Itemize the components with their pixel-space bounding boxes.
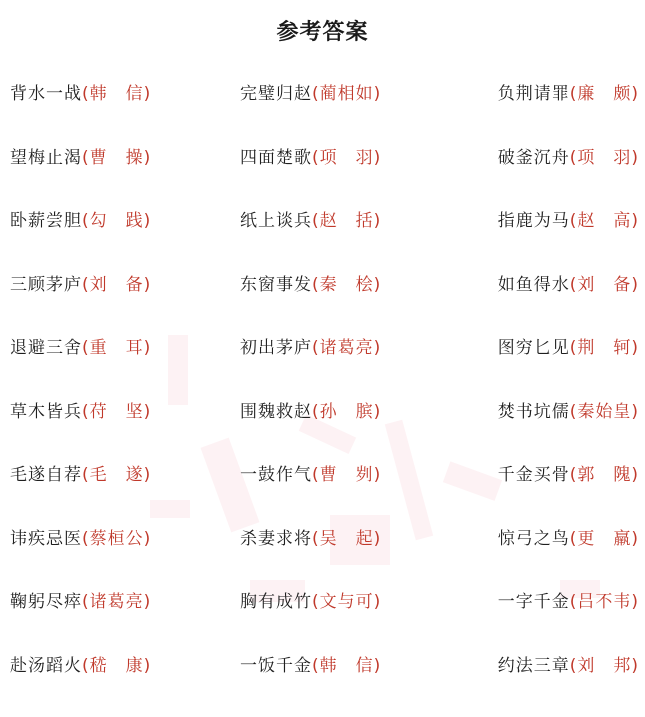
answer-item — [240, 273, 381, 297]
answer-item — [10, 336, 151, 360]
person-name: (曹 操) — [82, 148, 151, 168]
answer-item — [10, 146, 151, 170]
idiom-text: 一饭千金 — [240, 656, 312, 676]
idiom-text: 负荆请罪 — [498, 84, 570, 104]
person-name: (赵 括) — [312, 211, 381, 231]
answer-item — [10, 82, 151, 106]
answer-item — [240, 82, 381, 106]
answer-item — [498, 273, 639, 297]
person-name: (曹 刿) — [312, 465, 381, 485]
person-name: (项 羽) — [312, 148, 381, 168]
person-name: (蔺相如) — [312, 84, 381, 104]
person-name: (刘 备) — [570, 275, 639, 295]
person-name: (廉 颇) — [570, 84, 639, 104]
answer-item — [240, 463, 381, 487]
person-name: (文与可) — [312, 592, 381, 612]
person-name: (嵇 康) — [82, 656, 151, 676]
answer-item — [240, 209, 381, 233]
idiom-text: 千金买骨 — [498, 465, 570, 485]
person-name: (秦始皇) — [570, 402, 639, 422]
idiom-text: 一字千金 — [498, 592, 570, 612]
person-name: (荆 轲) — [570, 338, 639, 358]
idiom-text: 三顾茅庐 — [10, 275, 82, 295]
idiom-text: 完璧归赵 — [240, 84, 312, 104]
answer-row — [0, 209, 645, 273]
idiom-text: 杀妻求将 — [240, 529, 312, 549]
idiom-text: 破釜沉舟 — [498, 148, 570, 168]
idiom-text: 毛遂自荐 — [10, 465, 82, 485]
idiom-text: 讳疾忌医 — [10, 529, 82, 549]
answer-item — [10, 400, 151, 424]
page-title: 参考答案 — [0, 15, 645, 46]
person-name: (苻 坚) — [82, 402, 151, 422]
person-name: (勾 践) — [82, 211, 151, 231]
person-name: (诸葛亮) — [82, 592, 151, 612]
idiom-text: 围魏救赵 — [240, 402, 312, 422]
answer-item — [498, 336, 639, 360]
person-name: (更 羸) — [570, 529, 639, 549]
idiom-text: 约法三章 — [498, 656, 570, 676]
idiom-text: 退避三舍 — [10, 338, 82, 358]
person-name: (刘 备) — [82, 275, 151, 295]
person-name: (郭 隗) — [570, 465, 639, 485]
idiom-text: 初出茅庐 — [240, 338, 312, 358]
idiom-text: 四面楚歌 — [240, 148, 312, 168]
answer-item — [240, 590, 381, 614]
answer-item — [498, 463, 639, 487]
answer-row — [0, 527, 645, 591]
idiom-text: 指鹿为马 — [498, 211, 570, 231]
answer-row — [0, 590, 645, 654]
answer-row — [0, 654, 645, 717]
answer-row — [0, 463, 645, 527]
answer-row — [0, 336, 645, 400]
answer-item — [10, 654, 151, 678]
answer-item — [240, 400, 381, 424]
idiom-text: 惊弓之鸟 — [498, 529, 570, 549]
idiom-text: 卧薪尝胆 — [10, 211, 82, 231]
person-name: (赵 高) — [570, 211, 639, 231]
idiom-text: 东窗事发 — [240, 275, 312, 295]
answer-row — [0, 400, 645, 464]
idiom-text: 焚书坑儒 — [498, 402, 570, 422]
person-name: (刘 邦) — [570, 656, 639, 676]
answer-item — [10, 463, 151, 487]
answer-item — [498, 527, 639, 551]
answer-item — [498, 654, 639, 678]
idiom-text: 望梅止渴 — [10, 148, 82, 168]
person-name: (韩 信) — [312, 656, 381, 676]
idiom-text: 草木皆兵 — [10, 402, 82, 422]
person-name: (毛 遂) — [82, 465, 151, 485]
answer-item — [498, 590, 639, 614]
answer-item — [10, 590, 151, 614]
person-name: (项 羽) — [570, 148, 639, 168]
answer-item — [498, 400, 639, 424]
person-name: (诸葛亮) — [312, 338, 381, 358]
person-name: (重 耳) — [82, 338, 151, 358]
answer-item — [240, 654, 381, 678]
idiom-text: 纸上谈兵 — [240, 211, 312, 231]
idiom-text: 胸有成竹 — [240, 592, 312, 612]
answer-item — [10, 273, 151, 297]
idiom-text: 图穷匕见 — [498, 338, 570, 358]
idiom-text: 一鼓作气 — [240, 465, 312, 485]
person-name: (吴 起) — [312, 529, 381, 549]
person-name: (蔡桓公) — [82, 529, 151, 549]
answer-item — [240, 527, 381, 551]
person-name: (吕不韦) — [570, 592, 639, 612]
answer-row — [0, 146, 645, 210]
answer-item — [240, 146, 381, 170]
answer-item — [10, 209, 151, 233]
answer-item — [498, 209, 639, 233]
idiom-text: 鞠躬尽瘁 — [10, 592, 82, 612]
person-name: (孙 膑) — [312, 402, 381, 422]
answer-row — [0, 273, 645, 337]
answer-row — [0, 82, 645, 146]
idiom-text: 背水一战 — [10, 84, 82, 104]
answer-item — [10, 527, 151, 551]
idiom-text: 如鱼得水 — [498, 275, 570, 295]
answer-item — [498, 82, 639, 106]
idiom-text: 赴汤蹈火 — [10, 656, 82, 676]
person-name: (韩 信) — [82, 84, 151, 104]
answer-grid — [0, 82, 645, 717]
person-name: (秦 桧) — [312, 275, 381, 295]
answer-item — [498, 146, 639, 170]
answer-item — [240, 336, 381, 360]
